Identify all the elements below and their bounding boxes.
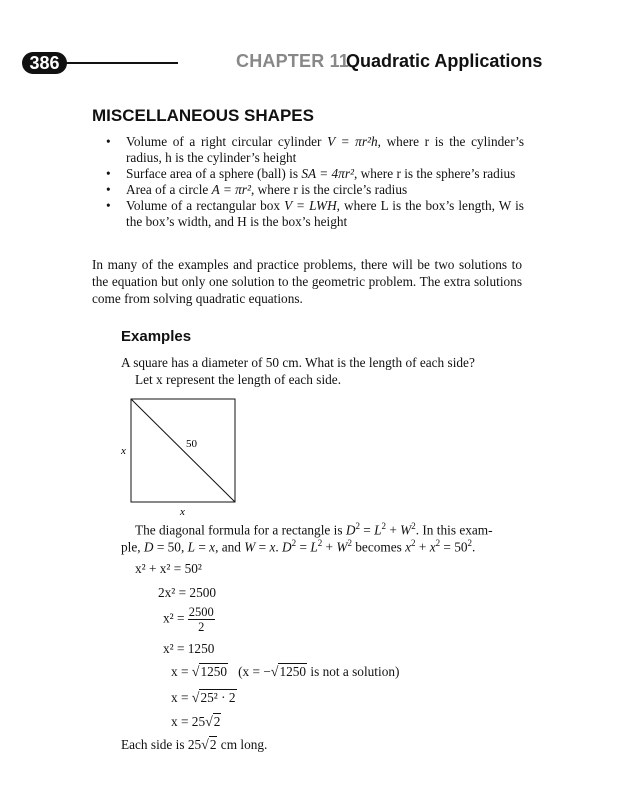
denominator: 2 [198, 620, 205, 634]
step-3-lhs: x² = [163, 610, 185, 626]
bullet-dot: • [106, 182, 111, 197]
radicand: 1250 [279, 664, 307, 679]
step-5-lhs: x = [171, 664, 192, 679]
conclusion [121, 737, 267, 754]
radicand: 25² · 2 [200, 690, 236, 705]
bullet-prefix: Area of a circle [126, 182, 212, 197]
chapter-title: Quadratic Applications [346, 51, 543, 71]
bullet-dot: • [106, 166, 111, 181]
bullet-item [104, 198, 524, 230]
radicand: 2 [209, 737, 217, 752]
step-6 [171, 690, 237, 707]
bullet-formula: V = LWH [284, 198, 337, 213]
radicand: 2 [213, 714, 221, 729]
step-7 [171, 714, 221, 731]
page-number-badge: 386 [22, 52, 67, 74]
step-4: x² = 1250 [163, 641, 215, 656]
step-6-lhs: x = [171, 690, 192, 705]
radical-sign-icon: √ [201, 738, 209, 753]
conclusion-pre: Each side is 25 [121, 737, 202, 752]
step-3 [163, 605, 215, 634]
bullet-prefix: Volume of a right circular cylinder [126, 134, 328, 149]
bullet-dot: • [106, 198, 111, 213]
bullet-formula: V = πr²h [327, 134, 378, 149]
square-root [201, 737, 217, 754]
bullet-prefix: Volume of a rectangular box [126, 198, 285, 213]
text-fragment: ple, [121, 539, 144, 555]
step-5 [171, 664, 399, 681]
bullet-suffix: , where r is the cylinder’s radius, h is the cylinder’s height [126, 134, 524, 165]
bullet-suffix: , where r is the sphere’s radius [353, 166, 516, 181]
left-side-label: x [121, 445, 126, 457]
bullet-prefix: Surface area of a sphere (ball) is [126, 166, 302, 181]
diagonal-formula-line-2: ple, D = 50, L = x, and W = x. $D^2 = L^2 + W^2$ becomes $x^2 + x^2 = 50^2$. [121, 538, 476, 555]
variable-definition: Let x represent the length of each side. [135, 372, 342, 387]
square-root [205, 714, 221, 731]
bullet-suffix: , where r is the circle’s radius [250, 182, 408, 197]
diagonal-label: 50 [186, 438, 197, 450]
step-5-note-post: is not a solution) [307, 664, 400, 679]
radical-sign-icon: √ [205, 715, 213, 730]
bottom-side-label: x [180, 506, 185, 517]
radicand: 1250 [200, 664, 228, 679]
bullet-suffix: , where L is the box’s length, W is the box’s width, and H is the box’s height [126, 198, 524, 229]
problem-statement: A square has a diameter of 50 cm. What is the length of each side? [121, 355, 475, 370]
bullet-item [104, 134, 524, 166]
examples-heading: Examples [121, 328, 192, 345]
radical-sign-icon: √ [191, 691, 200, 706]
formula-bullet-list [104, 134, 524, 230]
fraction [188, 605, 215, 634]
numerator: 2500 [188, 605, 214, 619]
square-diagonal [131, 399, 235, 502]
bullet-item [104, 182, 524, 198]
radical-sign-icon: √ [191, 665, 200, 680]
intro-paragraph: In many of the examples and practice problems, there will be two solutions to the equation but only one solution to the geometric problem. The extra solutions come from solving quadratic equations. [92, 257, 522, 306]
text-fragment: becomes [351, 539, 406, 555]
step-5-note-pre: (x = − [238, 664, 271, 679]
square-root [271, 664, 307, 681]
step-2: 2x² = 2500 [158, 585, 217, 600]
diagonal-formula-line-1: The diagonal formula for a rectangle is $D^2 = L^2 + W^2$. In this exam- [135, 521, 493, 538]
square-diagram [110, 392, 250, 517]
section-heading: MISCELLANEOUS SHAPES [92, 106, 314, 125]
bullet-dot: • [106, 134, 111, 149]
text-fragment: The diagonal formula for a rectangle is [135, 522, 346, 538]
square-root [192, 690, 237, 707]
bullet-formula: SA = 4πr² [301, 166, 354, 181]
text-fragment: . In this exam- [415, 522, 493, 538]
step-7-lhs: x = 25 [171, 714, 206, 729]
radical-sign-icon: √ [270, 665, 279, 680]
conclusion-post: cm long. [217, 737, 268, 752]
chapter-label: CHAPTER 11 [236, 51, 350, 71]
header-rule [60, 62, 178, 64]
square-root [192, 664, 228, 681]
bullet-formula: A = πr² [211, 182, 251, 197]
step-1: x² + x² = 50² [135, 561, 202, 576]
bullet-item [104, 166, 524, 182]
